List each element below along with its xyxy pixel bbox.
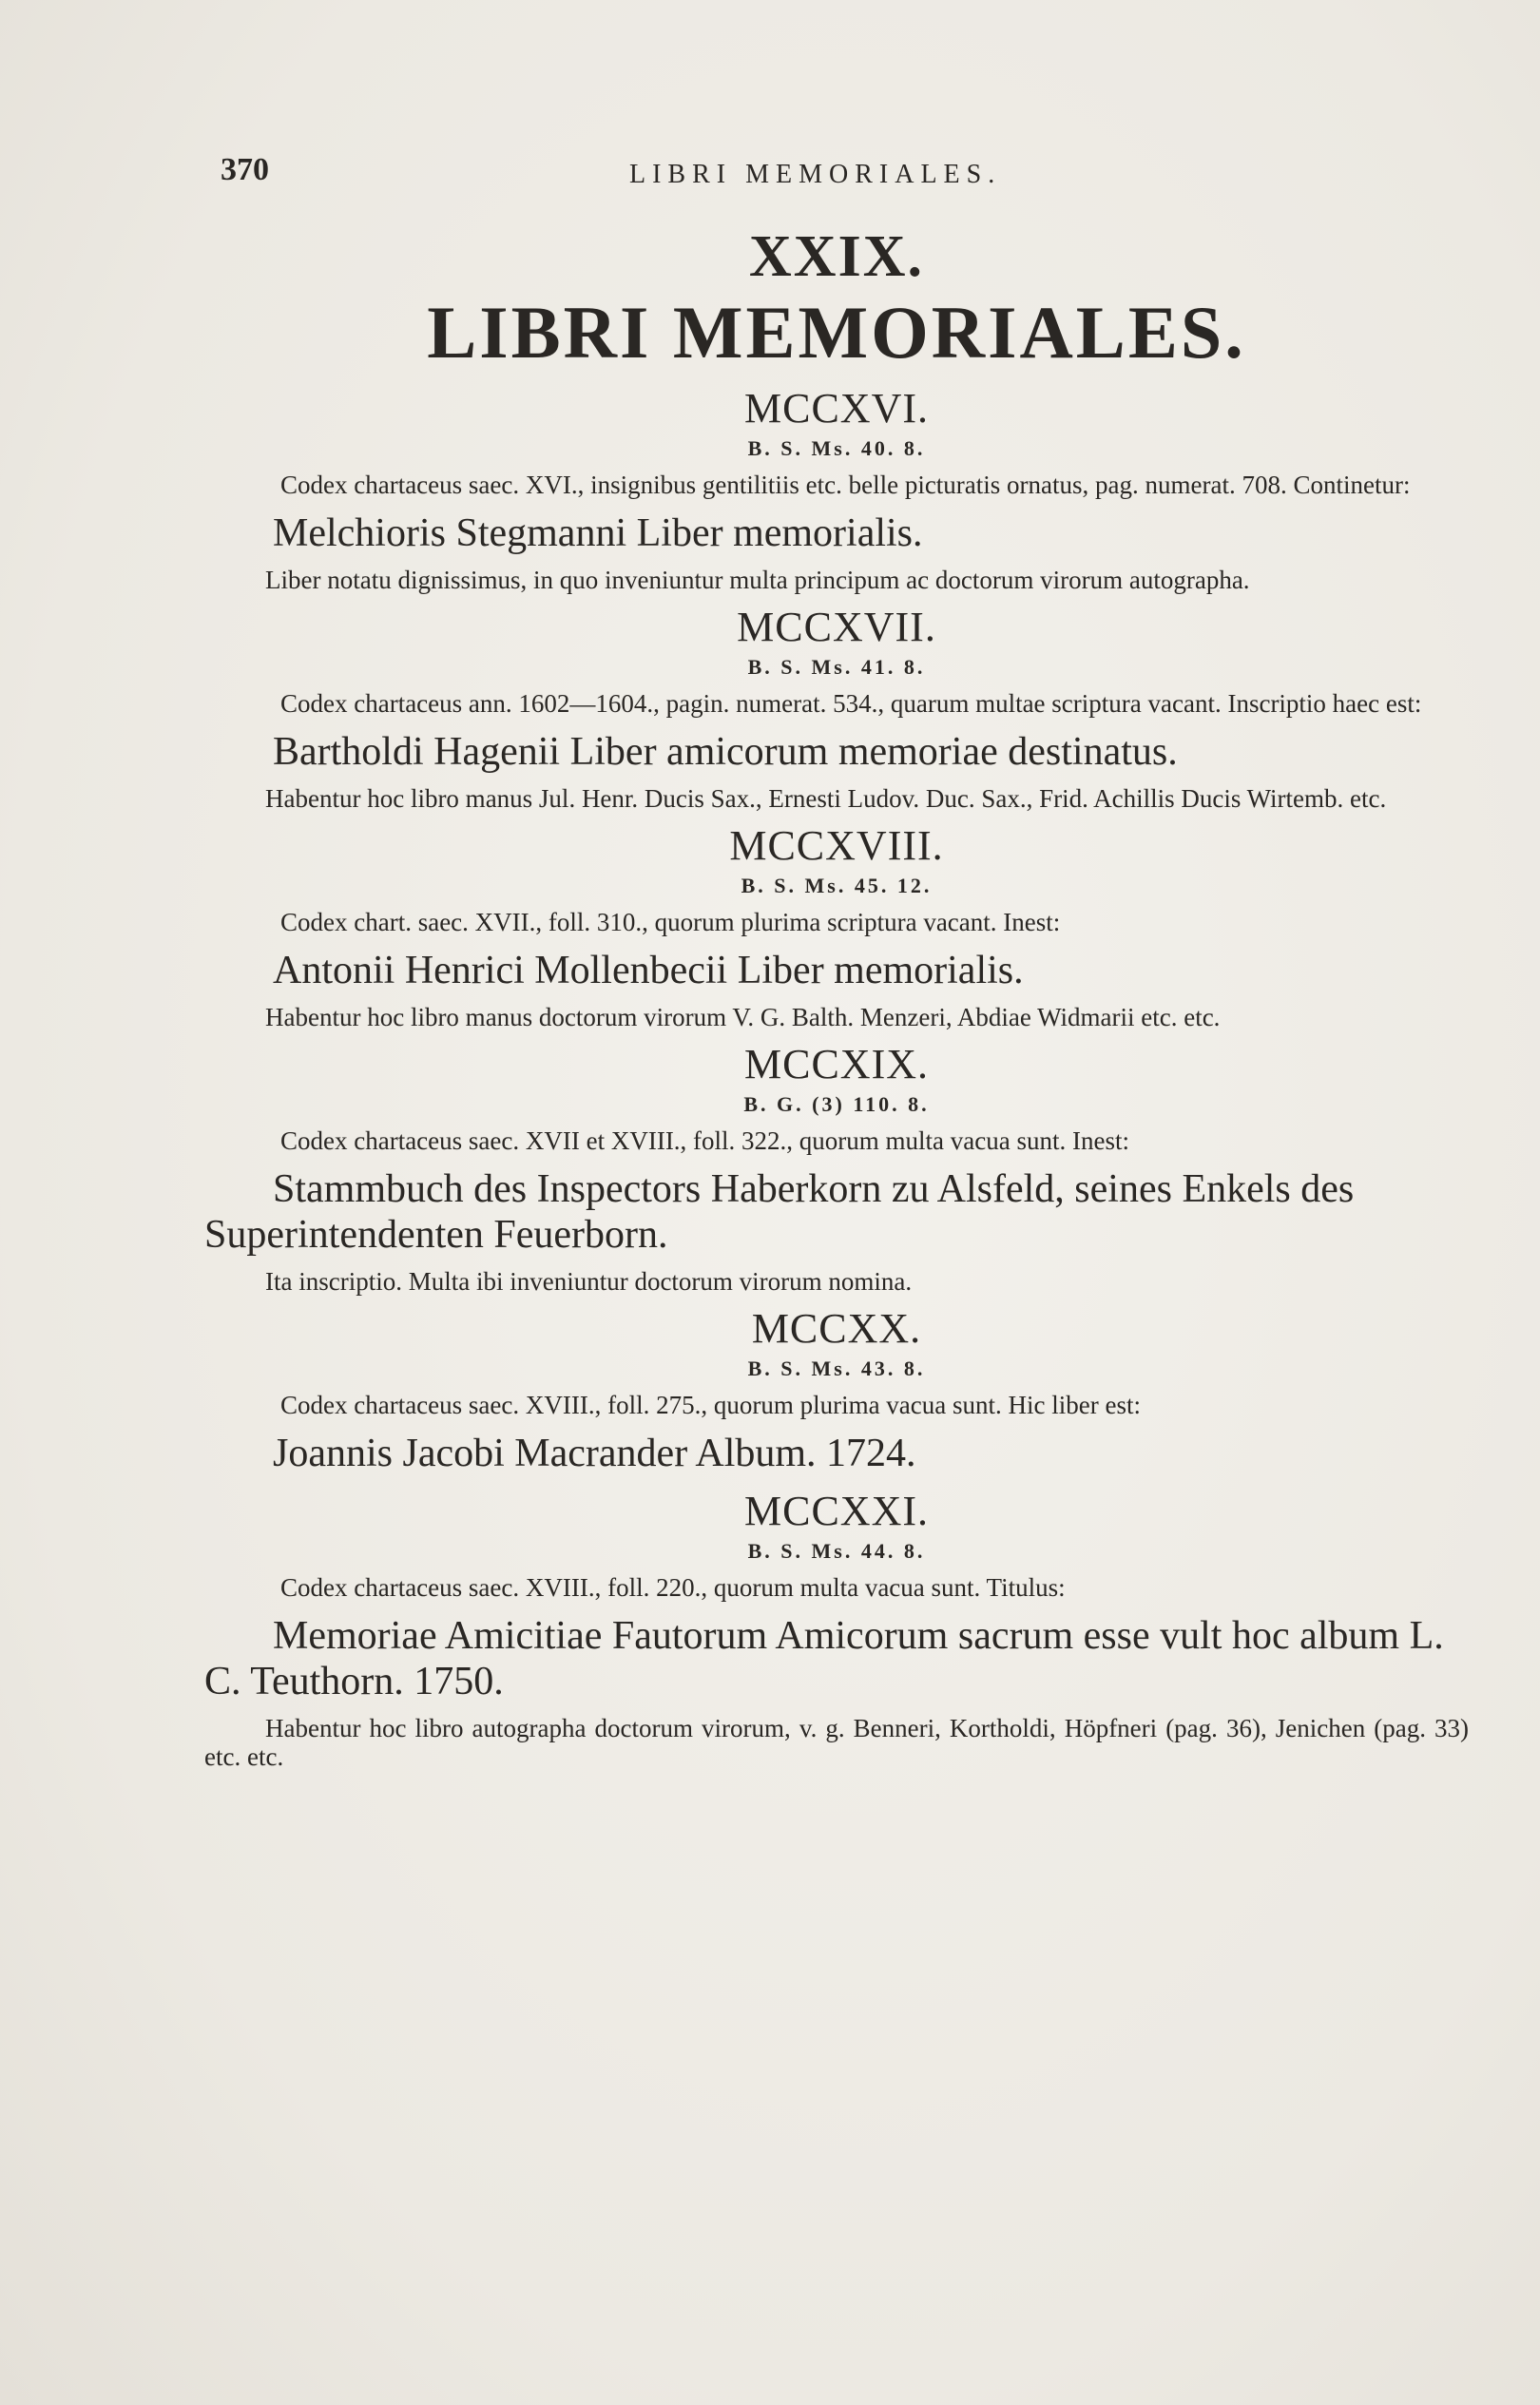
manuscript-title: Joannis Jacobi Macrander Album. 1724. [273, 1432, 916, 1475]
chapter-title: LIBRI MEMORIALES. [427, 291, 1246, 374]
entry-note: Liber notatu dignissimus, in quo inveniuntur multa principum ac doctorum virorum autographa. [265, 566, 1250, 594]
manuscript-title: Antonii Henrici Mollenbecii Liber memorialis. [273, 949, 1024, 992]
manuscript-title: Stammbuch des Inspectors Haberkorn zu Alsfeld, seines Enkels des Superintendenten Feuerborn. [204, 1167, 1355, 1257]
codex-description: Codex chart. saec. XVII., foll. 310., quorum plurima scriptura vacant. Inest: [280, 908, 1061, 936]
catalog-entry [204, 1303, 1469, 1476]
chapter-number: XXIX. [749, 224, 924, 289]
catalog-entry [204, 383, 1469, 594]
entry-numeral: MCCXVI. [743, 385, 930, 432]
manuscript-title: Memoriae Amicitiae Fautorum Amicorum sacrum esse vult hoc album L. C. Teuthorn. 1750. [204, 1614, 1444, 1703]
entry-numeral: MCCXVIII. [729, 822, 944, 869]
shelf-signature: B. S. Ms. 45. 12. [741, 874, 933, 897]
shelf-signature: B. G. (3) 110. 8. [743, 1092, 930, 1116]
entry-note: Habentur hoc libro manus doctorum virorum V. G. Balth. Menzeri, Abdiae Widmarii etc. etc. [265, 1003, 1221, 1031]
codex-description: Codex chartaceus saec. XVI., insignibus gentilitiis etc. belle picturatis ornatus, pag. numerat. 708. Continetur: [280, 471, 1411, 499]
entry-note: Habentur hoc libro manus Jul. Henr. Ducis Sax., Ernesti Ludov. Duc. Sax., Frid. Achillis Ducis Wirtemb. etc. [265, 784, 1387, 813]
page-number: 370 [221, 152, 269, 187]
running-title: LIBRI MEMORIALES. [629, 160, 1002, 189]
codex-description: Codex chartaceus saec. XVII et XVIII., foll. 322., quorum multa vacua sunt. Inest: [280, 1126, 1129, 1155]
shelf-signature: B. S. Ms. 43. 8. [747, 1356, 926, 1380]
page-content [204, 223, 1469, 1777]
manuscript-title: Bartholdi Hagenii Liber amicorum memoriae destinatus. [273, 730, 1178, 774]
running-header [221, 152, 1456, 200]
entry-numeral: MCCXVII. [737, 604, 936, 650]
entry-numeral: MCCXIX. [743, 1041, 930, 1087]
shelf-signature: B. S. Ms. 44. 8. [747, 1539, 926, 1563]
codex-description: Codex chartaceus ann. 1602—1604., pagin. numerat. 534., quarum multae scriptura vacant. Inscriptio haec est: [280, 689, 1422, 718]
catalog-entry [204, 602, 1469, 813]
shelf-signature: B. S. Ms. 40. 8. [747, 436, 926, 460]
codex-description: Codex chartaceus saec. XVIII., foll. 220., quorum multa vacua sunt. Titulus: [280, 1573, 1066, 1602]
manuscript-title: Melchioris Stegmanni Liber memorialis. [273, 511, 923, 555]
catalog-entry [204, 1039, 1469, 1296]
entry-note: Ita inscriptio. Multa ibi inveniuntur doctorum virorum nomina. [265, 1267, 913, 1296]
codex-description: Codex chartaceus saec. XVIII., foll. 275., quorum plurima vacua sunt. Hic liber est: [280, 1391, 1141, 1419]
entry-note: Habentur hoc libro autographa doctorum virorum, v. g. Benneri, Kortholdi, Höpfneri (pag. 36), Jenichen (pag. 33) etc. etc. [204, 1714, 1469, 1771]
entry-numeral: MCCXX. [751, 1305, 922, 1352]
catalog-entry [204, 1486, 1469, 1771]
shelf-signature: B. S. Ms. 41. 8. [747, 655, 926, 679]
catalog-entry [204, 820, 1469, 1031]
entry-numeral: MCCXXI. [743, 1488, 930, 1534]
